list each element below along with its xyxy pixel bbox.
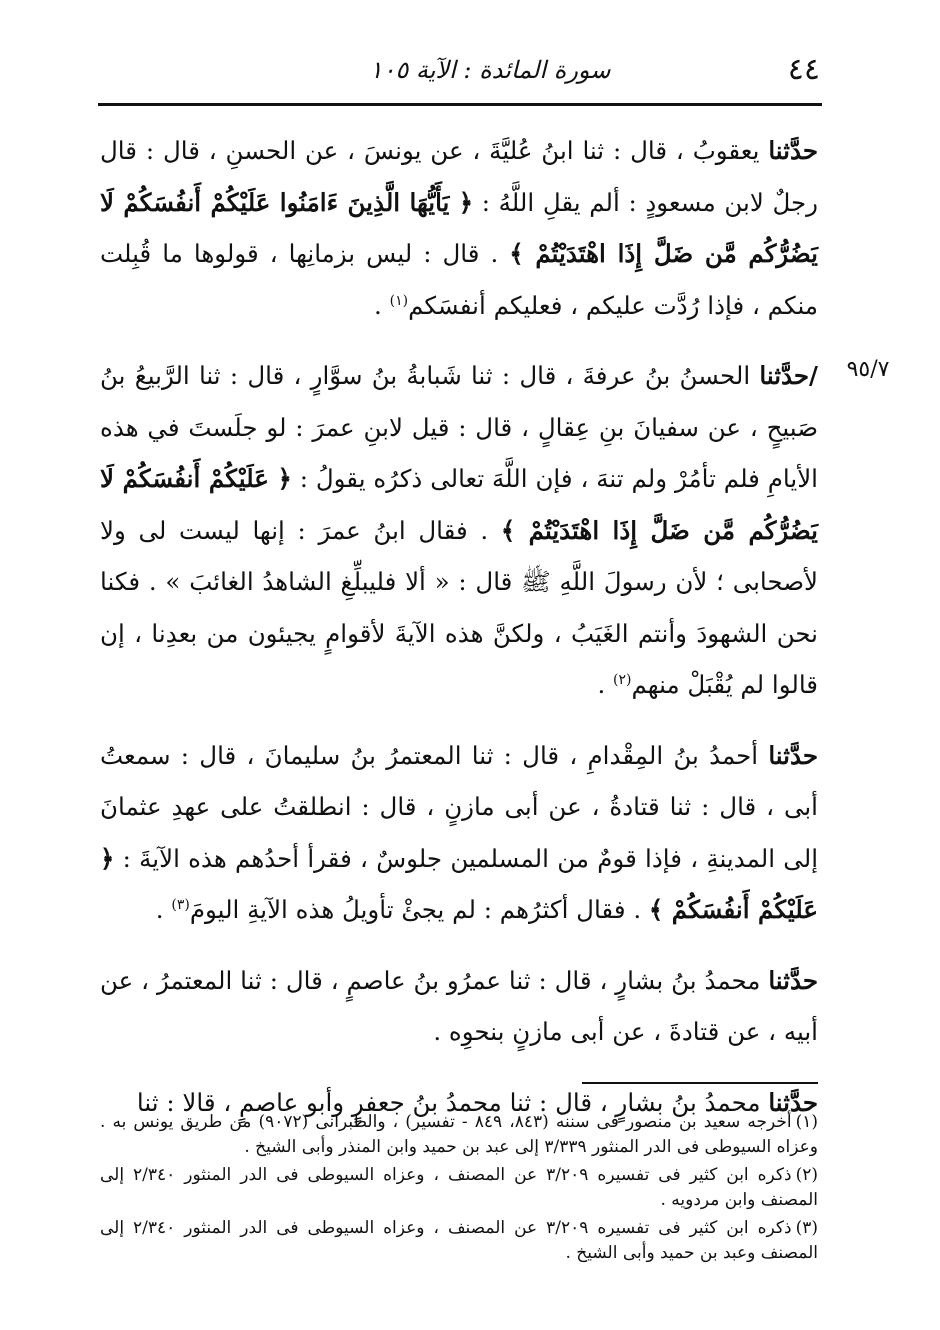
paragraph-end: .	[597, 670, 614, 699]
footnote-text: ذكره ابن كثير فى تفسيره ٣/٢٠٩ عن المصنف ، وعزاه السيوطى فى الدر المنثور ٢/٣٤٠ إلى المصنف وعبد بن حميد وأبى الشيخ .	[100, 1218, 818, 1263]
header-rule	[98, 103, 822, 106]
paragraph-text: محمدُ بنُ بشارٍ ، قال : ثنا عمرُو بنُ عاصمٍ ، قال : ثنا المعتمرُ ، عن أبيه ، عن قتادةَ ، عن أبى مازنٍ بنحوِه .	[100, 965, 818, 1046]
footnote	[100, 1110, 818, 1160]
paragraph-text: الحسنُ بنُ عرفةَ ، قال : ثنا شَبابةُ بنُ سوَّارٍ ، قال : ثنا الرَّبيعُ بنُ صَبيحٍ ، عن سفيانَ بنِ عِقالٍ ، قال : قيل لابنِ عمرَ : لو جلَستَ في هذه الأيامِ فلم تأمُرْ ولم تنهَ ، فإن اللَّهَ تعالى ذكرُه يقولُ :	[100, 361, 818, 493]
footnote	[100, 1163, 818, 1213]
page-header	[100, 44, 820, 100]
footnote-text: ذكره ابن كثير فى تفسيره ٣/٢٠٩ عن المصنف ، وعزاه السيوطى فى الدر المنثور ٢/٣٤٠ إلى المصنف وابن مردويه .	[100, 1165, 818, 1210]
main-text	[100, 125, 818, 1147]
paragraph-lead: حدَّثنا	[768, 1087, 818, 1117]
paragraph-continuation: . قال : ليس بزمانِها ، قولوها ما قُبِلت منكم ، فإذا رُدَّت عليكم ، فعليكم أنفسَكم	[100, 239, 818, 320]
footnote	[100, 1216, 818, 1266]
footnote-marker[interactable]: (٢)	[613, 671, 632, 688]
hadith-paragraph	[100, 730, 818, 936]
page-number: ٤٤	[787, 52, 820, 87]
footnote-number: (٢)	[795, 1165, 818, 1185]
quran-quote: ﴿ يَأَيُّهَا الَّذِينَ ءَامَنُوا عَلَيْكُمْ أَنفُسَكُمْ لَا يَضُرُّكُم مَّن ضَلَّ إِذَا اهْتَدَيْتُمْ ﴾	[100, 187, 818, 268]
paragraph-lead: حدَّثنا	[768, 965, 818, 995]
footnote-separator	[582, 1082, 818, 1084]
margin-volume-page-reference: ٩٥/٧	[846, 357, 890, 382]
footnote-number: (٣)	[795, 1218, 818, 1238]
footnote-marker[interactable]: (١)	[389, 292, 409, 309]
paragraph-text: يعقوبُ ، قال : ثنا ابنُ عُليَّةَ ، عن يونسَ ، عن الحسنِ ، قال : قال رجلٌ لابن مسعودٍ : ألم يقلِ اللَّهُ :	[100, 136, 818, 217]
hadith-paragraph	[100, 955, 818, 1058]
paragraph-lead: /حدَّثنا	[759, 361, 818, 390]
paragraph-lead: حدَّثنا	[768, 136, 818, 165]
paragraph-end: .	[374, 290, 390, 320]
footnote-text: أخرجه سعيد بن منصور فى سننه (٨٤٣، ٨٤٩ - تفسير) ، والطبرانى (٩٠٧٢) من طريق يونس به . وعزاه السيوطى فى الدر المنثور ٣/٣٣٩ إلى عبد بن حميد وابن المنذر وأبى الشيخ .	[100, 1112, 818, 1157]
paragraph-text: محمدُ بنُ بشارٍ ، قال : ثنا محمدُ بنُ جعفرٍ وأبو عاصمٍ ، قالا : ثنا	[136, 1087, 769, 1117]
footnote-number: (١)	[795, 1112, 818, 1132]
footnote-marker[interactable]: (٣)	[171, 896, 190, 913]
paragraph-lead: حدَّثنا	[768, 740, 818, 770]
hadith-paragraph	[100, 350, 818, 711]
paragraph-end: .	[155, 895, 172, 924]
quran-quote: ﴿ عَلَيْكُمْ أَنفُسَكُمْ لَا يَضُرُّكُم مَّن ضَلَّ إِذَا اهْتَدَيْتُمْ ﴾	[100, 464, 818, 545]
quran-quote: ﴿ عَلَيْكُمْ أَنفُسَكُمْ ﴾	[100, 843, 818, 924]
paragraph-continuation: . فقال أكثرُهم : لم يجئْ تأويلُ هذه الآيةِ اليومَ	[189, 895, 649, 924]
hadith-paragraph	[100, 125, 818, 331]
paragraph-text: أحمدُ بنُ المِقْدامِ ، قال : ثنا المعتمرُ بنُ سليمانَ ، قال : سمعتُ أبى ، قال : ثنا قتادةُ ، عن أبى مازنٍ ، قال : انطلقتُ على عهدِ عثمانَ إلى المدينةِ ، فإذا قومٌ من المسلمين جلوسٌ ، فقرأ أحدُهم هذه الآيةَ :	[100, 740, 818, 873]
running-title: سورة المائدة : الآية ١٠٥	[369, 56, 611, 84]
paragraph-continuation: . فقال ابنُ عمرَ : إنها ليست لى ولا لأصحابى ؛ لأن رسولَ اللَّهِ ﷺ قال : « ألا فليبلِّغِ الشاهدُ الغائبَ » . فكنا نحن الشهودَ وأنتم الغَيَبُ ، ولكنَّ هذه الآيةَ لأقوامٍ يجيئون من بعدِنا ، إن قالوا لم يُقْبَلْ منهم	[100, 515, 818, 699]
footnotes	[100, 1110, 818, 1269]
